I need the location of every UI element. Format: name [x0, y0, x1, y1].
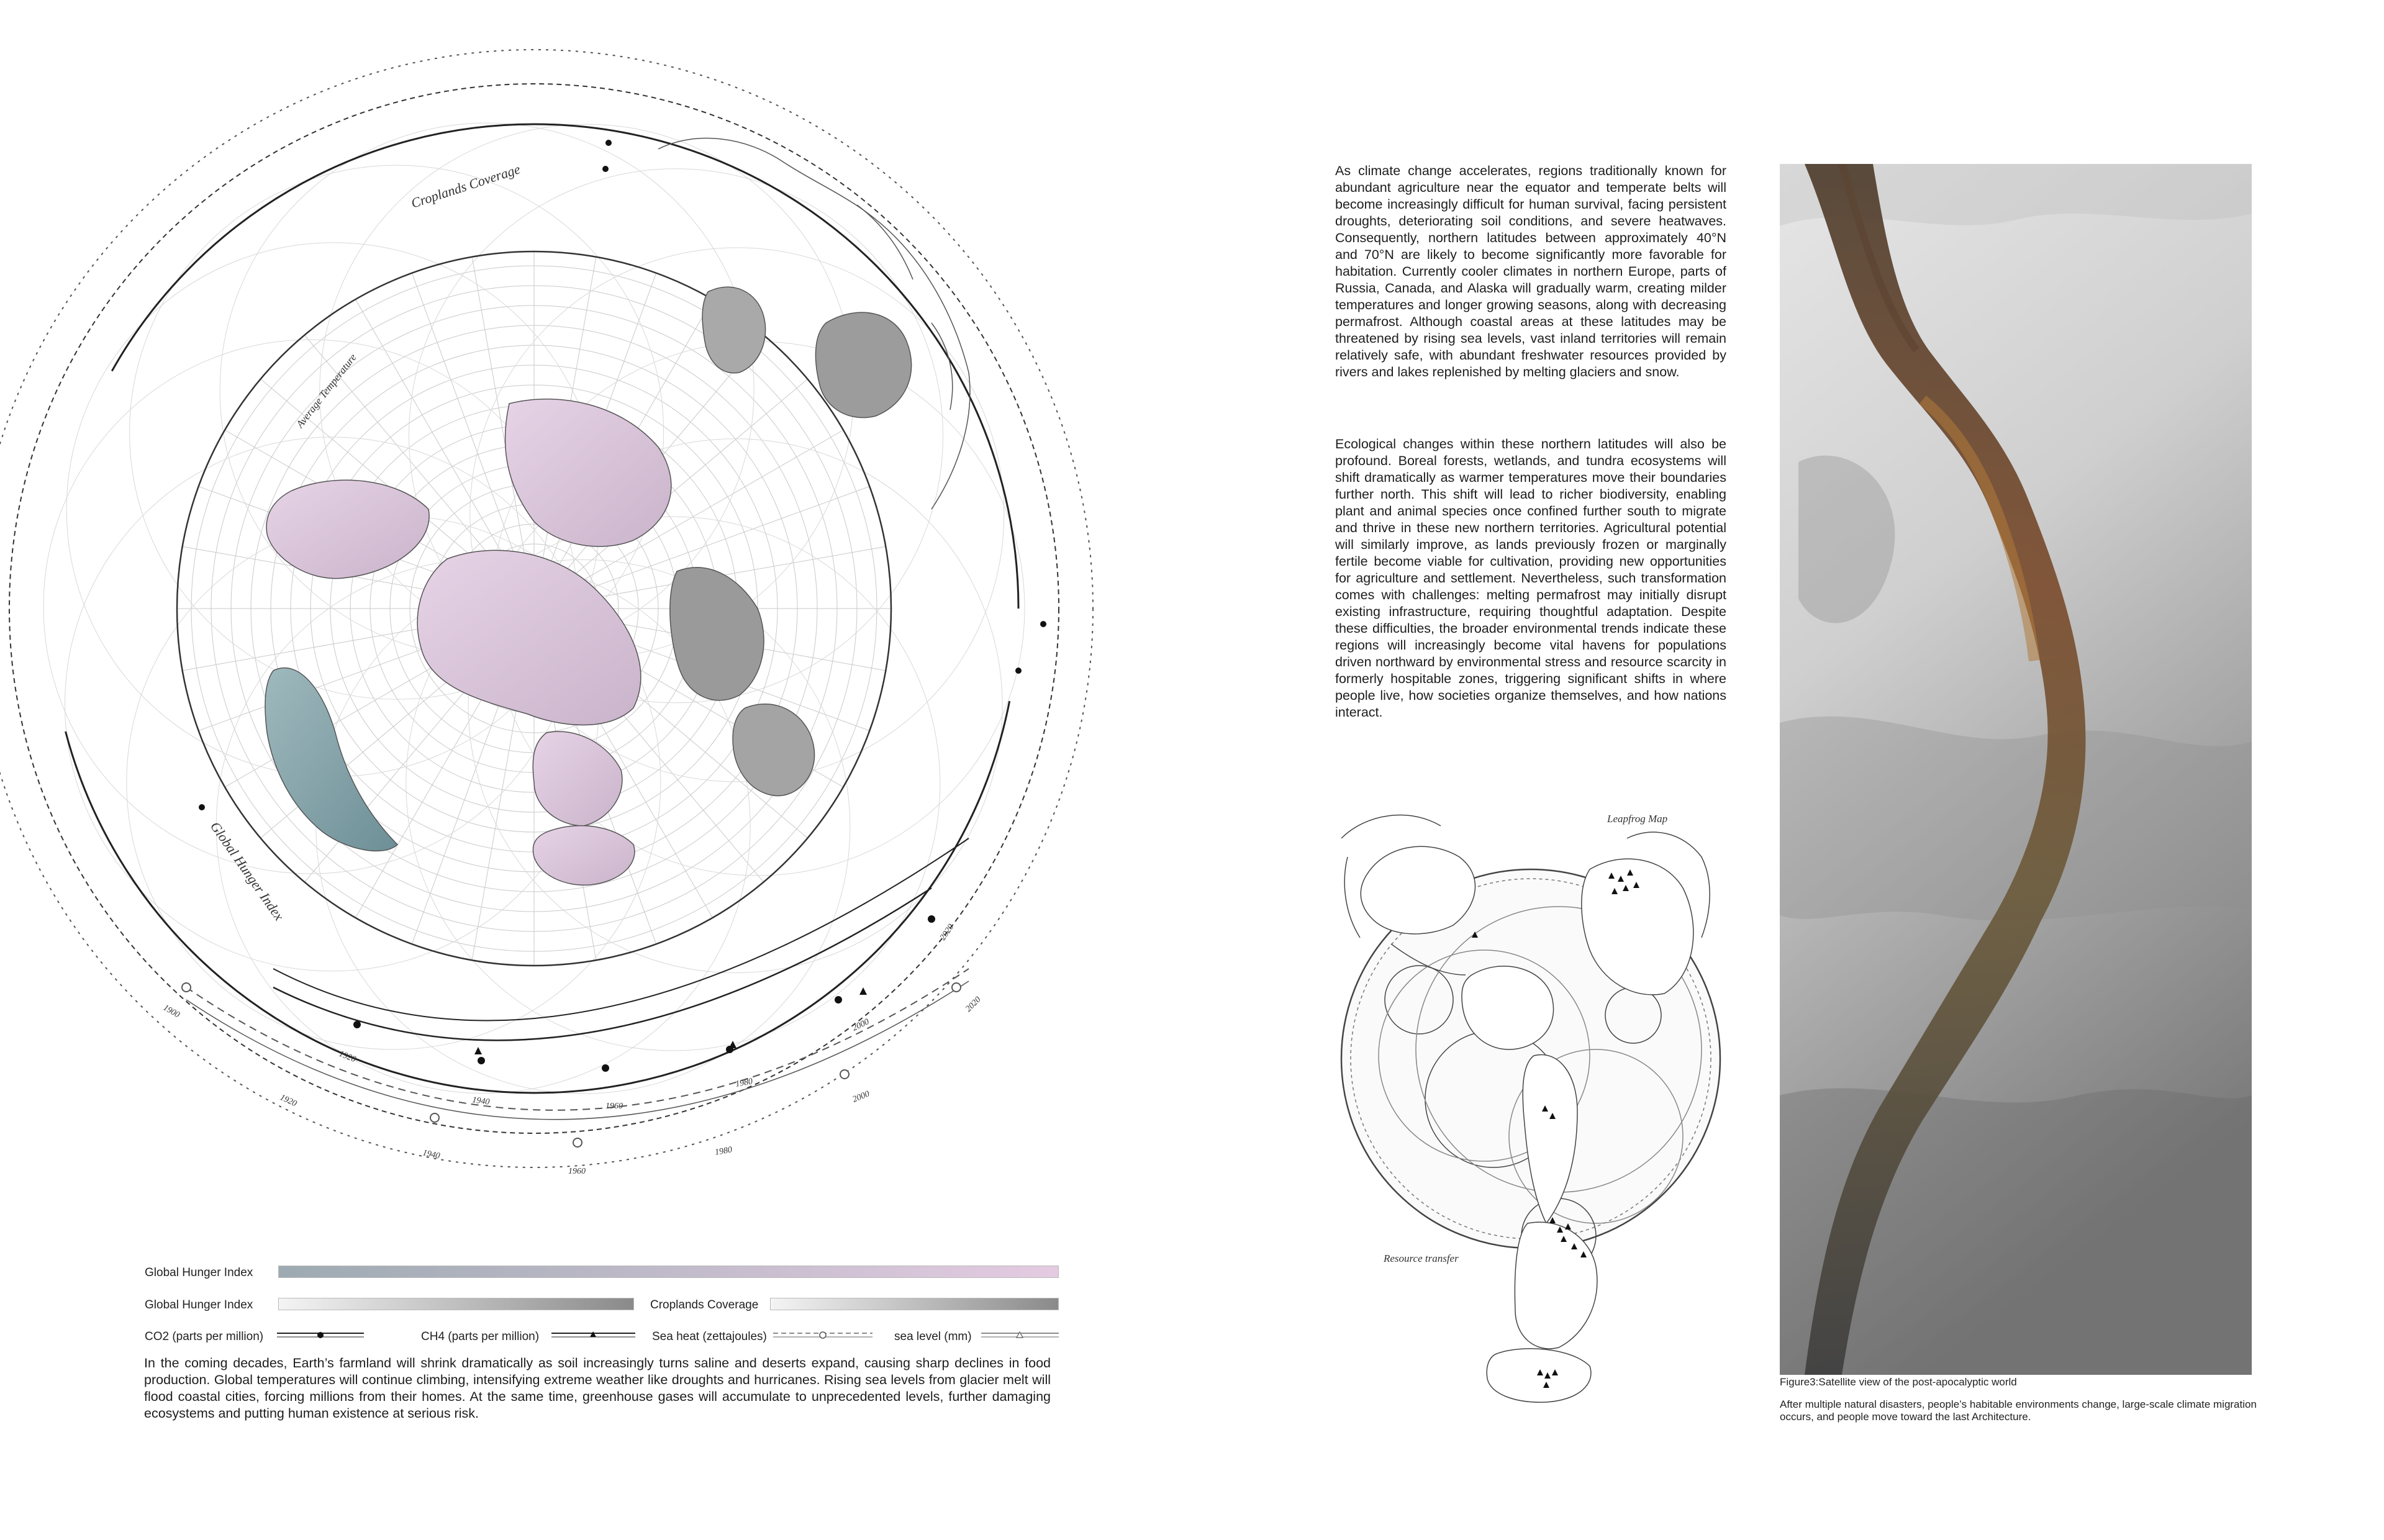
- legend-gray-gradient: [278, 1298, 634, 1310]
- sea-heat-point: [430, 1113, 439, 1122]
- co2-point: [478, 1057, 485, 1064]
- year-label: 2020: [938, 922, 956, 943]
- croplands-coverage-label: Croplands Coverage: [409, 161, 522, 211]
- resource-transfer-label: Resource transfer: [1384, 1252, 1459, 1264]
- co2-point: [602, 1064, 609, 1072]
- year-label: 1920: [278, 1093, 299, 1109]
- land-east-fragment: [733, 704, 815, 796]
- co2-point: [928, 915, 935, 923]
- legend-sea-heat-label: Sea heat (zettajoules): [652, 1330, 767, 1343]
- year-label: 1900: [161, 1003, 181, 1020]
- global-hunger-index-label: Global Hunger Index: [207, 818, 288, 924]
- year-label: 1960: [605, 1102, 623, 1111]
- ch4-point: [474, 1047, 482, 1054]
- legend-croplands-gradient: [770, 1298, 1059, 1310]
- figure-description: After multiple natural disasters, people’s habitable environments change, large-scale climate migration occurs, and people move toward the last Architecture.: [1780, 1398, 2257, 1423]
- legend-croplands-label: Croplands Coverage: [650, 1298, 759, 1311]
- year-label: 1940: [422, 1148, 441, 1161]
- figure-caption: Figure3:Satellite view of the post-apocalyptic world: [1780, 1376, 2017, 1388]
- left-body-paragraph: In the coming decades, Earth’s farmland will shrink dramatically as soil increasingly turns saline and deserts expand, causing sharp declines in food production. Global temperatures will continue climbing, intensifying extreme weather like droughts and hurricanes. Rising sea levels from glacier melt will flood coastal cities, forcing millions from their homes. At the same time, greenhouse gases will accumulate to unprecedented levels, further damaging ecosystems and putting human existence at serious risk.: [144, 1356, 1051, 1421]
- leapfrog-map: [1329, 789, 1733, 1403]
- ch4-point: [859, 987, 867, 995]
- sea-heat-point: [840, 1070, 849, 1079]
- year-label: 2000: [851, 1017, 871, 1033]
- legend-hunger-label: Global Hunger Index: [145, 1266, 253, 1279]
- year-labels: [161, 923, 983, 1176]
- land-australia: [533, 826, 634, 886]
- legend-co2-symbol: [277, 1329, 364, 1341]
- legend-co2-label: CO2 (parts per million): [145, 1330, 264, 1343]
- land-north-fragment: [702, 287, 766, 373]
- year-label: 2000: [851, 1089, 871, 1105]
- legend-ch4-label: CH4 (parts per million): [421, 1330, 540, 1343]
- year-label: 1940: [471, 1095, 491, 1107]
- right-body-paragraph-2: Ecological changes within these northern latitudes will also be profound. Boreal forests, wetlands, and tundra ecosystems will shift dramatically as warmer temperatures move their boundaries further north. This shift will lead to richer biodiversity, enabling plant and animal species once confined further south to migrate and thrive in these new northern territories. Agricultural potential will similarly improve, as lands previously frozen or marginally fertile become viable for cultivation, providing new opportunities for agriculture and settlement. Nevertheless, such transformation comes with challenges: melting permafrost may initially disrupt existing infrastructure, requiring thoughtful adaptation. Despite these difficulties, the broader environmental trends indicate these regions will increasingly become vital havens for populations driven northward by environmental stress and resource scarcity in formerly hospitable zones, triggering significant shifts in where people live, how societies organize themselves, and how nations interact.: [1335, 437, 1726, 720]
- land-masses: [265, 138, 970, 886]
- land-greenland: [266, 480, 429, 578]
- co2-point: [835, 996, 842, 1003]
- average-temperature-label: Average Temperature: [294, 351, 359, 430]
- year-label: 1920: [337, 1049, 358, 1065]
- year-label: 2020: [964, 995, 983, 1014]
- leapfrog-landmass: [1361, 846, 1475, 934]
- sea-heat-arc: [186, 969, 969, 1110]
- year-label: 1960: [568, 1167, 586, 1176]
- satellite-image: [1780, 164, 2252, 1375]
- legend-hunger-gradient: [278, 1266, 1059, 1278]
- land-islands-east: [670, 568, 764, 700]
- year-label: 1980: [735, 1077, 754, 1089]
- sea-heat-point: [573, 1138, 582, 1147]
- legend-hunger-label-2: Global Hunger Index: [145, 1298, 253, 1311]
- leapfrog-landmass: [1515, 1222, 1597, 1349]
- legend-sea-level-label: sea level (mm): [894, 1330, 972, 1343]
- sea-heat-point: [952, 983, 961, 992]
- right-body-paragraph-1: As climate change accelerates, regions traditionally known for abundant agriculture near the equator and temperate belts will become increasingly difficult for human survival, facing persistent droughts, deteriorating soil conditions, and severe heatwaves. Consequently, northern latitudes between approximately 40°N and 70°N are likely to become significantly more favorable for habitation. Currently cooler climates in northern Europe, parts of Russia, Canada, and Alaska will gradually warm, creating milder temperatures and longer growing seasons, along with decreasing permafrost. Although coastal areas at these latitudes may be threatened by rising sea levels, vast inland territories will remain relatively safe, with abundant freshwater resources provided by rivers and lakes replenished by melting glaciers and snow.: [1335, 163, 1726, 379]
- co2-point: [353, 1021, 361, 1028]
- land-eurasia: [417, 550, 641, 725]
- legend-ch4-symbol: [551, 1329, 635, 1341]
- land-asia-fragment: [815, 312, 911, 417]
- legend-sea-heat-symbol: [773, 1329, 872, 1341]
- land-south-america: [265, 668, 397, 851]
- leapfrog-title: Leapfrog Map: [1607, 813, 1668, 825]
- sea-heat-point: [182, 983, 191, 992]
- polar-climate-map: [0, 0, 1155, 1217]
- year-label: 1980: [714, 1145, 733, 1157]
- legend-sea-level-symbol: [981, 1329, 1059, 1341]
